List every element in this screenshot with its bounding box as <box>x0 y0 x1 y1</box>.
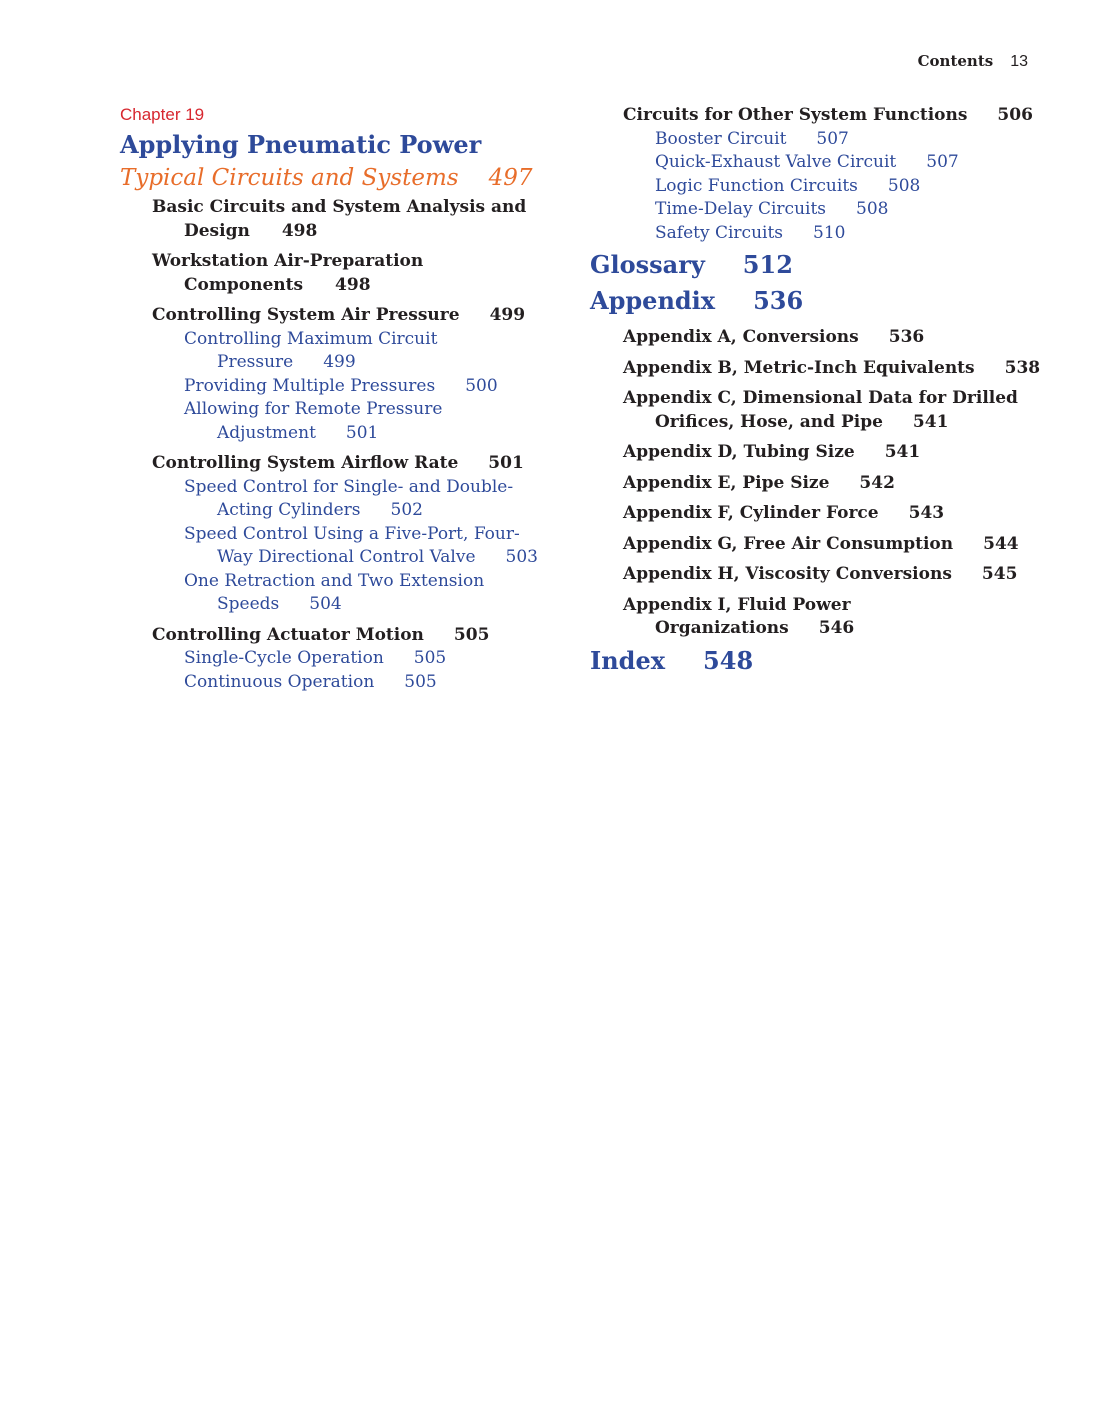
toc-subentry-text: Quick-Exhaust Valve Circuit <box>655 152 897 172</box>
toc-left-column <box>120 104 570 694</box>
toc-subentry-page: 508 <box>856 199 889 219</box>
toc-entry-text: Controlling Actuator Motion <box>152 624 424 645</box>
toc-appendix-entry[interactable] <box>623 387 1050 434</box>
toc-appendix-entry[interactable] <box>623 441 1050 465</box>
toc-entry-text: Appendix E, Pipe Size <box>623 472 830 493</box>
toc-subentry-group <box>184 647 570 694</box>
toc-subentry-page: 507 <box>926 152 959 172</box>
toc-right-column <box>590 104 1050 679</box>
glossary-page: 512 <box>742 250 793 279</box>
toc-entry-page: 498 <box>281 220 318 241</box>
toc-appendix-entry[interactable] <box>623 472 1050 496</box>
toc-entry-page: 506 <box>997 105 1033 125</box>
toc-subentry-text: Providing Multiple Pressures <box>184 375 436 396</box>
toc-entry-line: Orifices, Hose, and Pipe <box>655 411 883 432</box>
toc-subentry[interactable] <box>184 375 570 399</box>
toc-entry-page: 543 <box>908 503 945 523</box>
toc-subentry-text: Single-Cycle Operation <box>184 648 384 668</box>
running-head <box>918 51 1028 72</box>
toc-subentry-line: Way Directional Control Valve <box>217 547 476 567</box>
toc-entry-page: 498 <box>335 274 371 295</box>
toc-subentry[interactable] <box>655 175 1050 199</box>
toc-subentry-page: 505 <box>404 671 437 692</box>
toc-entry-actuator-motion[interactable] <box>152 624 570 648</box>
toc-subentry[interactable] <box>184 647 570 671</box>
toc-subentry[interactable] <box>184 476 570 523</box>
toc-subentry[interactable] <box>184 671 570 695</box>
toc-heading-group <box>623 104 1050 128</box>
toc-subentry-line: Speed Control for Single- and Double- <box>184 476 514 497</box>
toc-appendix-entry[interactable] <box>623 326 1050 350</box>
toc-entry-page: 538 <box>1004 357 1041 378</box>
toc-subentry-page: 510 <box>813 222 846 243</box>
toc-entry-page: 541 <box>884 442 921 462</box>
toc-entry-basic-circuits[interactable] <box>152 196 570 243</box>
toc-subentry-text: Safety Circuits <box>655 222 784 243</box>
toc-subentry-line: Controlling Maximum Circuit <box>184 328 438 349</box>
toc-heading-group <box>152 196 570 328</box>
toc-subentry-page: 505 <box>413 648 447 668</box>
appendix-title: Appendix <box>590 286 716 315</box>
toc-entry-airflow-rate[interactable] <box>152 452 570 476</box>
toc-subentry[interactable] <box>184 523 570 570</box>
toc-entry-line: Basic Circuits and System Analysis and <box>152 197 527 217</box>
toc-entry-text: Appendix F, Cylinder Force <box>623 503 879 523</box>
chapter-title[interactable] <box>120 128 570 162</box>
toc-index[interactable] <box>590 643 1050 679</box>
toc-subentry[interactable] <box>655 128 1050 152</box>
toc-entry-text: Controlling System Air Pressure <box>152 305 460 325</box>
toc-subentry-text: Logic Function Circuits <box>655 175 858 196</box>
toc-subentry-group <box>184 476 570 617</box>
toc-appendix-entry[interactable] <box>623 357 1050 381</box>
section-title[interactable] <box>120 162 570 194</box>
toc-subentry-line: Acting Cylinders <box>217 500 361 520</box>
toc-entry-text: Circuits for Other System Functions <box>623 105 968 125</box>
toc-subentry-line: Speed Control Using a Five-Port, Four- <box>184 523 520 544</box>
toc-subentry-text: Booster Circuit <box>655 128 787 149</box>
toc-subentry[interactable] <box>655 151 1050 175</box>
toc-entry-air-preparation[interactable] <box>152 250 570 297</box>
toc-entry-page: 542 <box>859 472 895 493</box>
toc-subentry[interactable] <box>655 198 1050 222</box>
toc-subentry-page: 504 <box>309 594 342 614</box>
toc-subentry-line: Adjustment <box>217 422 316 443</box>
toc-subentry-page: 503 <box>505 547 538 567</box>
toc-subentry-page: 507 <box>816 128 849 149</box>
toc-entry-page: 505 <box>453 624 490 645</box>
toc-heading-group <box>152 624 570 648</box>
toc-entry-page: 546 <box>818 618 855 638</box>
toc-subentry[interactable] <box>184 570 570 617</box>
toc-entry-line: Components <box>184 274 304 295</box>
toc-appendix-entry[interactable] <box>623 533 1050 557</box>
toc-entry-text: Appendix D, Tubing Size <box>623 442 855 462</box>
glossary-title: Glossary <box>590 250 705 279</box>
toc-subentry[interactable] <box>184 398 570 445</box>
toc-subentry[interactable] <box>184 328 570 375</box>
toc-subentry-line: Allowing for Remote Pressure <box>184 399 443 419</box>
toc-heading-group <box>152 452 570 476</box>
toc-subentry[interactable] <box>655 222 1050 246</box>
toc-appendix-entry[interactable] <box>623 563 1050 587</box>
chapter-title-text: Applying Pneumatic Power <box>120 130 482 159</box>
toc-entry-page: 536 <box>888 327 925 347</box>
toc-appendix[interactable] <box>590 283 1050 319</box>
section-page: 497 <box>488 165 533 191</box>
toc-entry-other-functions[interactable] <box>623 104 1050 128</box>
toc-entry-page: 545 <box>981 564 1018 584</box>
appendix-page: 536 <box>753 286 804 315</box>
toc-entry-air-pressure[interactable] <box>152 304 570 328</box>
toc-subentry-line: One Retraction and Two Extension <box>184 570 485 591</box>
toc-entry-page: 499 <box>489 305 526 325</box>
toc-subentry-line: Speeds <box>217 594 280 614</box>
toc-subentry-text: Time-Delay Circuits <box>655 199 827 219</box>
toc-entry-page: 501 <box>488 453 524 473</box>
index-title: Index <box>590 645 666 675</box>
toc-entry-page: 541 <box>912 411 949 432</box>
toc-entry-text: Appendix G, Free Air Consumption <box>623 533 954 554</box>
toc-entry-line: Workstation Air-Preparation <box>152 251 424 271</box>
section-title-text: Typical Circuits and Systems <box>120 165 459 191</box>
index-page: 548 <box>703 645 754 675</box>
running-head-label: Contents <box>917 52 994 70</box>
toc-subentry-page: 508 <box>887 175 921 196</box>
appendix-list <box>623 326 1050 641</box>
toc-entry-line: Design <box>184 220 250 241</box>
toc-entry-line: Appendix C, Dimensional Data for Drilled <box>623 388 1018 408</box>
toc-entry-text: Appendix A, Conversions <box>623 327 859 347</box>
toc-appendix-entry[interactable] <box>623 594 1050 641</box>
toc-subentry-group <box>184 328 570 446</box>
toc-subentry-line: Pressure <box>217 352 294 372</box>
toc-subentry-page: 502 <box>390 500 423 520</box>
toc-entry-text: Appendix H, Viscosity Conversions <box>623 564 952 584</box>
toc-glossary[interactable] <box>590 247 1050 283</box>
toc-appendix-entry[interactable] <box>623 502 1050 526</box>
toc-subentry-page: 501 <box>345 422 379 443</box>
page-number: 13 <box>1010 53 1028 70</box>
chapter-label: Chapter 19 <box>120 105 205 124</box>
toc-subentry-text: Continuous Operation <box>184 671 375 692</box>
toc-entry-text: Controlling System Airflow Rate <box>152 453 459 473</box>
toc-entry-text: Appendix I, Fluid Power Organizations <box>623 594 851 638</box>
toc-entry-text: Appendix B, Metric-Inch Equivalents <box>623 357 975 378</box>
toc-subentry-group <box>655 128 1050 246</box>
toc-entry-page: 544 <box>983 533 1019 554</box>
toc-subentry-page: 500 <box>465 375 498 396</box>
toc-subentry-page: 499 <box>323 352 356 372</box>
